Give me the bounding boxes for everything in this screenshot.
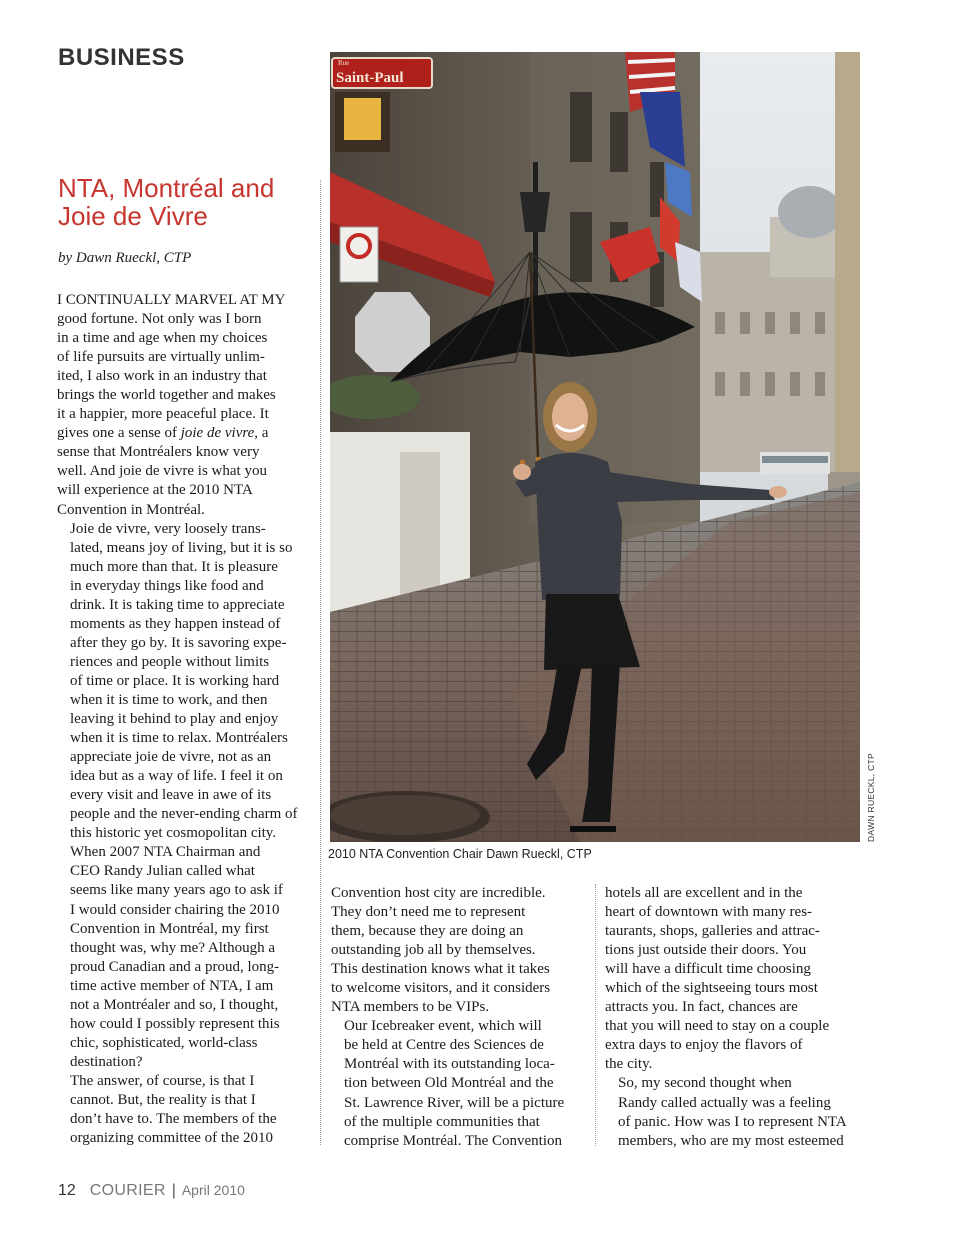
text-line: the city.	[605, 1056, 653, 1073]
text-line: after they go by. It is savoring expe-	[70, 634, 287, 651]
text-line: them, because they are doing an	[331, 923, 524, 940]
text-line: not a Montréaler and so, I thought,	[70, 996, 279, 1013]
text-line: St. Lawrence River, will be a picture	[344, 1094, 565, 1111]
footer-separator: |	[171, 1182, 176, 1199]
text-line: will have a difficult time choosing	[605, 961, 811, 978]
article-paragraph	[331, 1017, 589, 1150]
article-paragraph	[605, 1074, 863, 1150]
page-footer	[58, 1182, 245, 1200]
article-paragraph	[605, 884, 863, 1074]
text-line: in a time and age when my choices	[57, 330, 268, 347]
text-line: This destination knows what it takes	[331, 961, 550, 978]
text-line: when it is time to work, and then	[70, 691, 268, 708]
page-number: 12	[58, 1182, 76, 1199]
text-line: cannot. But, the reality is that I	[70, 1091, 256, 1108]
text-line: don’t have to. The members of the	[70, 1111, 277, 1128]
text-line: good fortune. Not only was I born	[57, 311, 262, 328]
text-line: to welcome visitors, and it considers	[331, 980, 551, 997]
article-paragraph	[57, 291, 319, 520]
article-byline: by Dawn Rueckl, CTP	[58, 250, 192, 266]
column-divider	[320, 180, 321, 1145]
text-line: Joie de vivre, very loosely trans-	[70, 520, 266, 537]
text-line: sense that Montréalers know very	[57, 444, 260, 461]
text-line: every visit and leave in awe of its	[70, 787, 272, 804]
text-line: Randy called actually was a feeling	[618, 1094, 831, 1111]
article-column-2	[331, 884, 589, 1151]
text-line: When 2007 NTA Chairman and	[70, 844, 261, 861]
text-line: outstanding job all by themselves.	[331, 942, 536, 959]
text-line: chic, sophisticated, world-class	[70, 1034, 258, 1051]
text-line: The answer, of course, is that I	[70, 1072, 255, 1089]
article-title: NTA, Montréal and Joie de Vivre	[58, 173, 275, 231]
text-line: taurants, shops, galleries and attrac-	[605, 923, 820, 940]
text-line: proud Canadian and a proud, long-	[70, 958, 280, 975]
issue-date: April 2010	[181, 1182, 245, 1198]
text-line: destination?	[70, 1053, 143, 1070]
text-line: which of the sightseeing tours most	[605, 980, 818, 997]
street-sign-text: Saint-Paul	[336, 70, 404, 86]
text-line: idea but as a way of life. I feel it on	[70, 768, 283, 785]
text-line: gives one a sense of joie de vivre, a	[57, 425, 269, 442]
text-line: drink. It is taking time to appreciate	[70, 596, 285, 613]
text-line: attracts you. In fact, chances are	[605, 999, 798, 1016]
text-line: how could I possibly represent this	[70, 1015, 280, 1032]
text-line: be held at Centre des Sciences de	[344, 1037, 544, 1054]
text-line: seems like many years ago to ask if	[70, 882, 283, 899]
text-line: extra days to enjoy the flavors of	[605, 1037, 803, 1054]
feature-photo	[330, 52, 860, 842]
article-column-3	[605, 884, 863, 1151]
text-line: tions just outside their doors. You	[605, 942, 807, 959]
text-line: much more than that. It is pleasure	[70, 558, 278, 575]
section-label: BUSINESS	[58, 44, 185, 71]
street-sign-small-text: Rue	[338, 59, 350, 67]
text-line: of life pursuits are virtually unlim-	[57, 349, 265, 366]
article-paragraph	[57, 520, 319, 844]
text-line: hotels all are excellent and in the	[605, 885, 803, 901]
text-line: brings the world together and makes	[57, 387, 276, 404]
text-line: Convention in Montréal.	[57, 501, 205, 518]
text-line: ited, I also work in an industry that	[57, 368, 267, 385]
text-line: moments as they happen instead of	[70, 615, 281, 632]
photo-caption: 2010 NTA Convention Chair Dawn Rueckl, CTP	[328, 847, 592, 861]
column-divider	[595, 884, 596, 1146]
text-line: heart of downtown with many res-	[605, 904, 813, 921]
article-paragraph	[57, 1072, 319, 1148]
text-line: this historic yet cosmopolitan city.	[70, 825, 277, 842]
text-line: CEO Randy Julian called what	[70, 863, 255, 880]
text-line: it a happier, more peaceful place. It	[57, 406, 269, 423]
text-line: riences and people without limits	[70, 653, 270, 670]
text-line: tion between Old Montréal and the	[344, 1075, 554, 1092]
text-line: appreciate joie de vivre, not as an	[70, 749, 272, 766]
text-line: when it is time to relax. Montréalers	[70, 730, 288, 747]
article-column-1	[57, 291, 319, 1148]
text-line: NTA members to be VIPs.	[331, 999, 490, 1016]
text-line: Our Icebreaker event, which will	[344, 1018, 542, 1035]
article-paragraph	[331, 884, 589, 1017]
text-line: of panic. How was I to represent NTA	[618, 1113, 847, 1130]
text-line: of the multiple communities that	[344, 1113, 540, 1130]
text-line: members, who are my most esteemed	[618, 1132, 844, 1149]
text-line: I CONTINUALLY MARVEL AT MY	[57, 292, 286, 308]
text-line: of time or place. It is working hard	[70, 672, 280, 689]
text-line: in everyday things like food and	[70, 577, 264, 594]
text-line: organizing committee of the 2010	[70, 1130, 274, 1147]
text-line: They don’t need me to represent	[331, 904, 526, 921]
text-line: that you will need to stay on a couple	[605, 1018, 830, 1035]
text-line: Convention host city are incredible.	[331, 885, 546, 901]
photo-credit: DAWN RUECKL, CTP	[866, 752, 876, 842]
text-line: well. And joie de vivre is what you	[57, 463, 267, 480]
text-line: leaving it behind to play and enjoy	[70, 711, 279, 728]
text-line: will experience at the 2010 NTA	[57, 482, 253, 499]
text-line: thought was, why me? Although a	[70, 939, 275, 956]
text-line: I would consider chairing the 2010	[70, 901, 280, 918]
text-line: time active member of NTA, I am	[70, 977, 274, 994]
text-line: lated, means joy of living, but it is so	[70, 539, 293, 556]
article-paragraph	[57, 843, 319, 1072]
text-line: Montréal with its outstanding loca-	[344, 1056, 555, 1073]
text-line: people and the never-ending charm of	[70, 806, 298, 823]
text-line: So, my second thought when	[618, 1075, 792, 1092]
text-line: comprise Montréal. The Convention	[344, 1132, 563, 1149]
publication-name: COURIER	[89, 1182, 166, 1199]
text-line: Convention in Montréal, my first	[70, 920, 269, 937]
